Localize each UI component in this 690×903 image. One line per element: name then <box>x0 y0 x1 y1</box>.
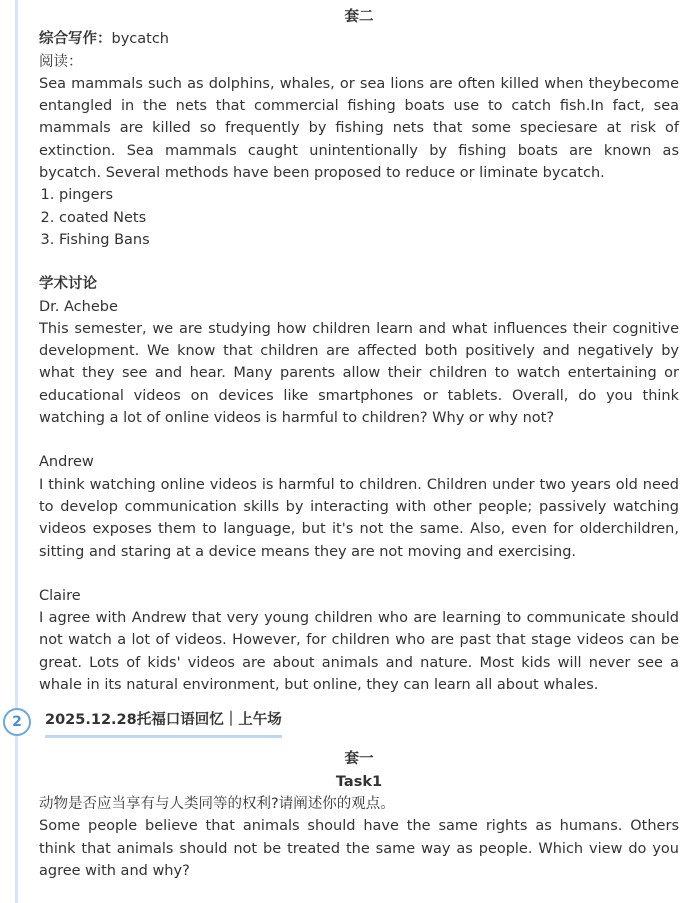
article-content <box>12 6 679 882</box>
methods-list <box>39 184 679 251</box>
student-text-andrew: I think watching online videos is harmful to children. Children under two years old need to develop communication skills by interacting with other people; passively watching videos exposes them to language, but it's not the same. Also, even for olderchildren, sitting and staring at a device means they are not moving and exercising. <box>39 476 679 560</box>
reading-label: 阅读： <box>39 53 83 70</box>
left-timeline-rail <box>15 0 18 903</box>
set-title: 套一 <box>344 751 374 768</box>
list-item: 1. pingers <box>59 184 679 206</box>
student-name-andrew: Andrew <box>39 454 94 471</box>
section-title: 2025.12.28托福口语回忆｜上午场 <box>45 709 282 737</box>
professor-name: Dr. Achebe <box>39 298 118 315</box>
student-text-claire: I agree with Andrew that very young children who are learning to communicate should not watch a lot of videos. However, for children who are past that stage videos can be great. Lots of kids' videos are about animals and nature. Most kids will never see a whale in its natural environment, but online, they can learn all about whales. <box>39 610 679 694</box>
writing-line <box>39 28 679 50</box>
writing-topic: bycatch <box>111 31 169 48</box>
professor-text: This semester, we are studying how children learn and what influences their cognitive development. We know that children are affected both positively and negatively by what they see and hear. Many parents allow their children to watch entertaining or educational videos on devices like smartphones or tablets. Overall, do you think watching a lot of online videos is harmful to children? Why or why not? <box>39 320 679 427</box>
question-cn: 动物是否应当享有与人类同等的权利?请阐述你的观点。 <box>39 795 395 812</box>
task-label: Task1 <box>335 773 383 790</box>
student-name-claire: Claire <box>39 587 81 604</box>
list-item: 3. Fishing Bans <box>59 229 679 251</box>
set-title: 套二 <box>344 9 374 25</box>
list-item: 2. coated Nets <box>59 207 679 229</box>
reading-passage: Sea mammals such as dolphins, whales, or sea lions are often killed when theybecome entangled in the nets that commercial fishing boats use to catch fish.In fact, sea mammals are killed so frequently by fishing nets that some speciesare at risk of extinction. Sea mammals caught unintentionally by fishing boats are known as bycatch. Several methods have been proposed to reduce or liminate bycatch. <box>39 75 679 182</box>
section-number-badge: 2 <box>3 708 31 736</box>
writing-label: 综合写作： <box>39 31 112 48</box>
question-en: Some people believe that animals should have the same rights as humans. Others think that animals should not be treated the same way as people. Which view do you agree with and why? <box>39 818 679 879</box>
discussion-label: 学术讨论 <box>39 276 97 293</box>
section-heading <box>0 703 679 741</box>
